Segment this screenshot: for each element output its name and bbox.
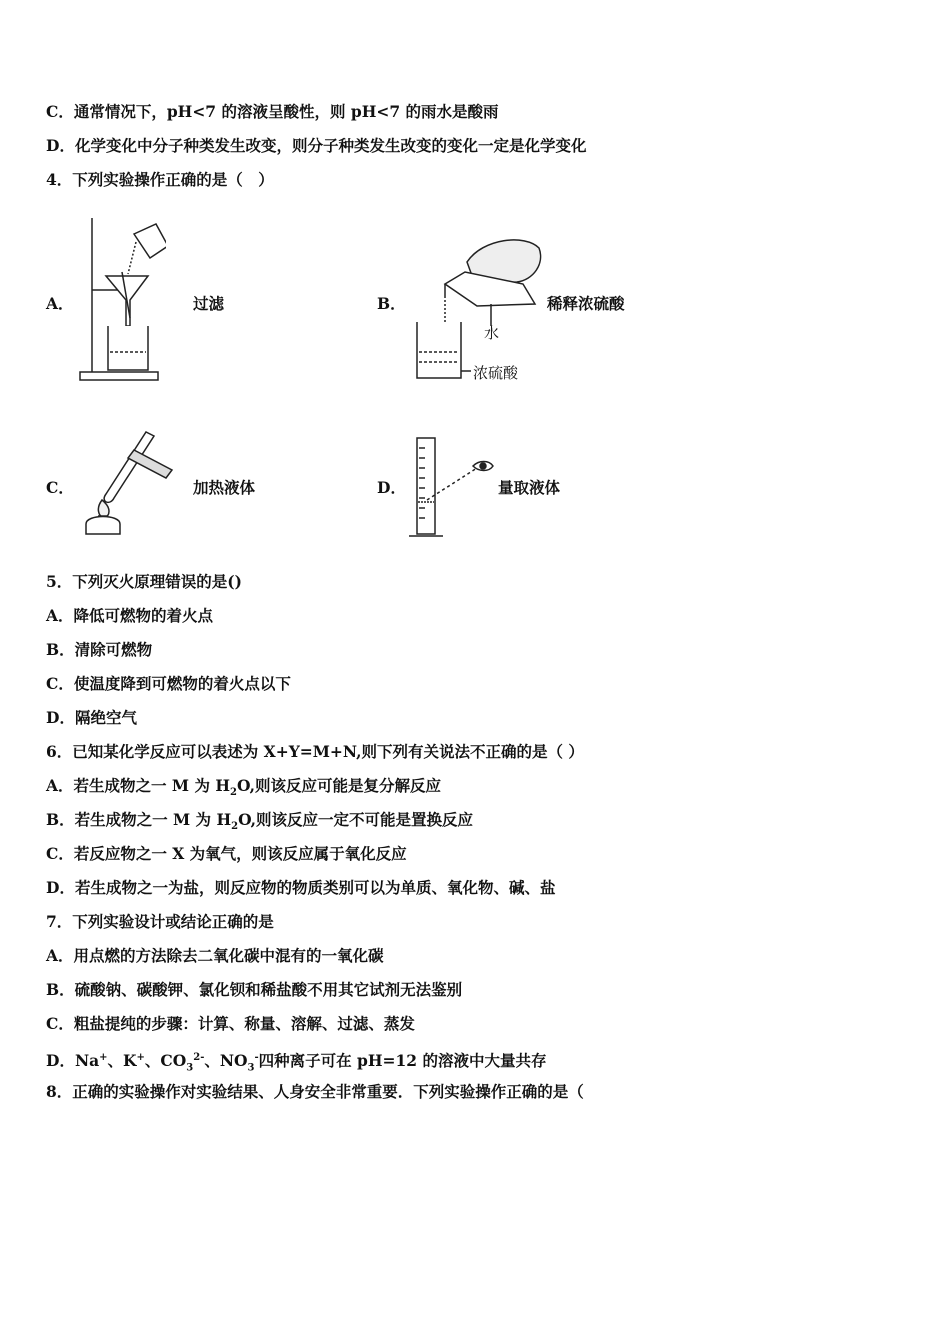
- q4-option-d-letter: D．: [377, 478, 406, 497]
- q4-option-a-letter: A．: [46, 294, 74, 313]
- q7-stem: 7．下列实验设计或结论正确的是: [46, 912, 274, 931]
- sulfuric-acid-label: 浓硫酸: [473, 364, 519, 382]
- q8-stem: 8．正确的实验操作对实验结果、人身安全非常重要．下列实验操作正确的是（: [46, 1082, 584, 1101]
- heating-liquid-figure: [76, 426, 186, 540]
- q4-option-c-letter: C．: [46, 478, 74, 497]
- q4-stem: 4．下列实验操作正确的是（ ）: [46, 170, 274, 189]
- q7-option-a: A．用点燃的方法除去二氧化碳中混有的一氧化碳: [46, 946, 384, 965]
- q7-option-d: D．Na+、K+、$CO_3^{2-}$、$NO_3^-$四种离子可在 pH=12 的溶液中大量共存: [46, 1051, 547, 1074]
- filtration-figure: [76, 214, 166, 386]
- graduated-cylinder-figure: [405, 434, 495, 542]
- q4-option-c-caption: 加热液体: [193, 478, 256, 497]
- q4-option-a-caption: 过滤: [193, 294, 225, 313]
- q6-option-b: B．若生成物之一 M 为 $H_2O$,则该反应一定不可能是置换反应: [46, 810, 474, 833]
- q5-option-d: D．隔绝空气: [46, 708, 137, 727]
- q3-option-c: C．通常情况下，pH<7 的溶液呈酸性，则 pH<7 的雨水是酸雨: [46, 102, 499, 121]
- q7-option-c: C．粗盐提纯的步骤：计算、称量、溶解、过滤、蒸发: [46, 1014, 415, 1033]
- q4-option-b-caption: 稀释浓硫酸: [547, 294, 625, 313]
- q5-option-c: C．使温度降到可燃物的着火点以下: [46, 674, 291, 693]
- q4-option-d-caption: 量取液体: [498, 478, 561, 497]
- q5-option-a: A．降低可燃物的着火点: [46, 606, 214, 625]
- q3-option-d: D．化学变化中分子种类发生改变，则分子种类发生改变的变化一定是化学变化: [46, 136, 587, 155]
- q6-stem: 6．已知某化学反应可以表述为 X+Y=M+N,则下列有关说法不正确的是（ ）: [46, 742, 584, 761]
- q4-option-b-letter: B．: [377, 294, 406, 313]
- q6-option-d: D．若生成物之一为盐，则反应物的物质类别可以为单质、氧化物、碱、盐: [46, 878, 556, 897]
- q6-option-a: A．若生成物之一 M 为 $H_2O$,则该反应可能是复分解反应: [46, 776, 441, 799]
- q5-stem: 5．下列灭火原理错误的是(): [46, 572, 242, 591]
- water-label: 水: [484, 324, 500, 342]
- q6-option-c: C．若反应物之一 X 为氧气，则该反应属于氧化反应: [46, 844, 407, 863]
- q5-option-b: B．清除可燃物: [46, 640, 153, 659]
- q7-option-b: B．硫酸钠、碳酸钾、氯化钡和稀盐酸不用其它试剂无法鉴别: [46, 980, 463, 999]
